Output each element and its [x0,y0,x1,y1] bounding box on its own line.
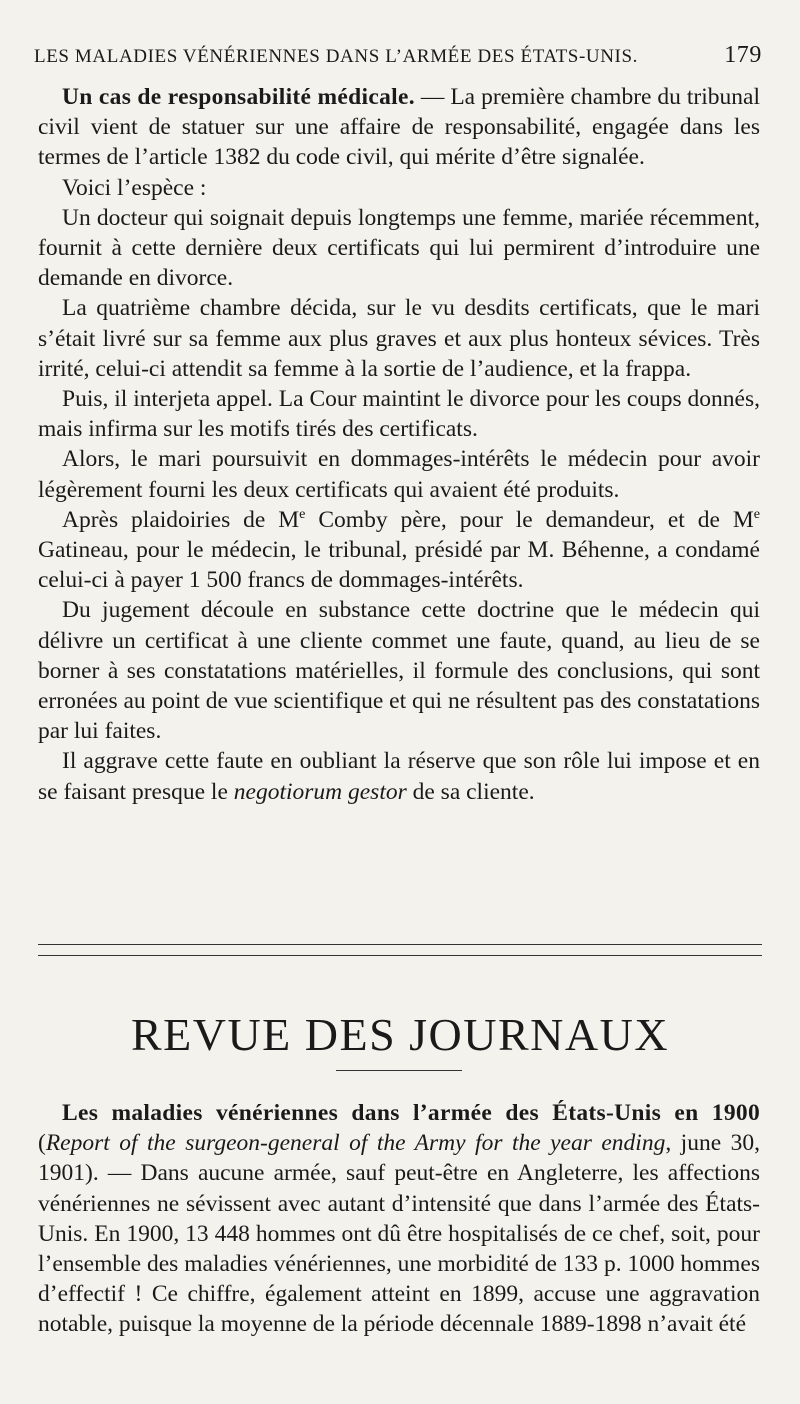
page-number: 179 [724,42,762,68]
review-text: — Dans aucune armée, sauf peut-être en Angleterre, les affections vénériennes ne sévissent avec autant d’intensité que dans l’armée des États-Unis. En 1900, 13 448 hommes ont dû être hospitalisés de ce chef, soit, pour l’ensemble des maladies vénériennes, une morbidité de 133 p. 1000 hommes d’effectif ! Ce chiffre, également atteint en 1899, accuse une aggravation notable, puisque la moyenne de la période décennale 1889-1898 n’avait été [38,1160,760,1338]
article-lead: — La première chambre du tribunal civil vient de statuer sur une affaire de responsabilité, engagée dans les termes de l’article 1382 du code civil, qui mérite d’être signalée. [38,84,761,171]
plaidoiries-text-3: Gatineau, pour le médecin, le tribunal, présidé par M. Béhenne, a condamé celui-ci à payer 1 500 francs de dommages-intérêts. [38,537,760,594]
paragraph-jugement: Du jugement découle en substance cette doctrine que le médecin qui délivre un certificat à une cliente commet une faute, quand, au lieu de se borner à ses constatations matérielles, il formule des conclusions, qui sont erronées au point de vue scientifique et qui ne résultent pas des constatations par lui faites. [38,597,760,745]
article-body [38,82,760,807]
review-body [38,1098,760,1340]
review-source-open: ( [38,1130,46,1157]
article-lead-paragraph [38,82,760,173]
paragraph-docteur: Un docteur qui soignait depuis longtemps une femme, mariée récemment, fournit à cette dernière deux certificats qui lui permirent d’introduire une demande en divorce. [38,204,760,292]
paragraph-appel: Puis, il interjeta appel. La Cour maintint le divorce pour les coups donnés, mais infirma sur les motifs tirés des certificats. [38,386,760,443]
negotiorum-gestor: negotiorum gestor [233,778,407,805]
paragraph-chambre: La quatrième chambre décida, sur le vu desdits certificats, que le mari s’était livré sur sa femme aux plus graves et aux plus honteux sévices. Très irrité, celui-ci attendit sa femme à la sortie de l’audience, et la frappa. [38,295,760,382]
review-title: Les maladies vénériennes dans l’armée des États-Unis en 1900 [62,1100,760,1126]
plaidoiries-text-2: Comby père, pour le demandeur, et de M [305,506,754,533]
paragraph-faute [38,746,760,806]
superscript-2: e [753,506,760,523]
running-head [34,42,762,69]
paragraph-espece: Voici l’espèce : [62,174,207,201]
double-rule-divider [38,944,762,956]
paragraph-plaidoiries [38,505,760,596]
section-title-underline [336,1070,462,1071]
running-title: LES MALADIES VÉNÉRIENNES DANS L’ARMÉE DES ÉTATS-UNIS. [34,46,638,67]
review-source: Report of the surgeon-general of the Army for the year ending [45,1130,666,1157]
paragraph-poursuite: Alors, le mari poursuivit en dommages-intérêts le médecin pour avoir légèrement fourni les deux certificats qui avaient été produits. [38,446,760,503]
faute-text-after: de sa cliente. [406,778,535,805]
plaidoiries-text-1: Après plaidoiries de M [62,506,300,533]
section-title: REVUE DES JOURNAUX [130,1009,670,1060]
faute-text-before: Il aggrave cette faute en oubliant la réserve que son rôle lui impose et en se faisant presque le [38,748,760,805]
article-title: Un cas de responsabilité médicale. [62,84,415,110]
review-paragraph [38,1098,760,1340]
superscript-1: e [299,506,306,523]
review-source-close: , june 30, 1901). [38,1130,760,1187]
